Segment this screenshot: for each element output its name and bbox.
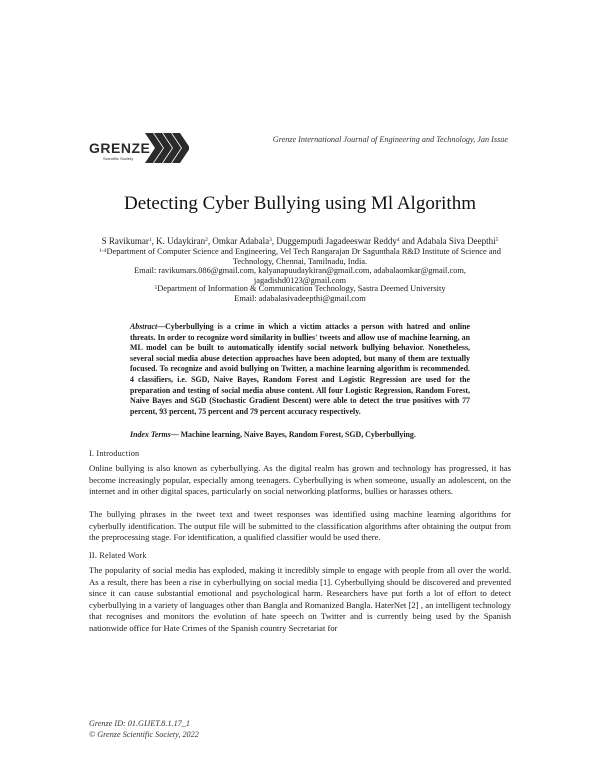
logo-text: GRENZE <box>89 140 151 156</box>
paragraph: The bullying phrases in the tweet text and tweet responses was identified using machine learning algorithms for cyberbully identification. The output file will be submitted to the classification algorithms after obtaining the output from the preprocessing stage. For identification, a qualified classifier would be used there. <box>89 509 511 543</box>
paper-title: Detecting Cyber Bullying using Ml Algorithm <box>123 193 476 214</box>
affiliation-1 <box>80 247 520 268</box>
paragraph: Online bullying is also known as cyberbullying. As the digital realm has grown and technology has progressed, it has become increasingly popular, especially among teenagers. Cyberbullying is when someone, usually an adolescent, on the internet and in other digital spaces, particularly on social networking platforms, bullies or harasses others. <box>89 463 511 497</box>
index-terms-text: — Machine learning, Naive Bayes, Random Forest, SGD, Cyberbullying. <box>170 430 416 439</box>
affiliation-sup: 1-4 <box>99 248 107 254</box>
author-sup: 3 <box>269 237 272 243</box>
copyright: © Grenze Scientific Society, 2022 <box>89 730 199 739</box>
author-name: Omkar Adabala <box>212 236 270 246</box>
logo-chevrons-icon <box>145 131 189 165</box>
email-line: jagadishd0123@gmail.com <box>253 276 347 286</box>
section-heading-related-work: II. Related Work <box>89 551 147 560</box>
index-terms <box>130 430 470 441</box>
author-sup: 2 <box>205 237 208 243</box>
grenze-id: Grenze ID: 01.GIJET.8.1.17_1 <box>89 719 190 728</box>
abstract-label: Abstract <box>130 322 158 331</box>
abstract <box>130 322 470 417</box>
author-name: S Ravikumar <box>101 236 149 246</box>
affiliation-line: Department of Computer Science and Engineering, Vel Tech Rangarajan Dr Sagunthala R&D Institute of Science and <box>106 247 501 256</box>
page-footer <box>89 718 199 740</box>
author-sup: 1 <box>148 237 152 243</box>
affiliation-2 <box>80 284 520 305</box>
paragraph: The popularity of social media has exploded, making it incredibly simple to engage with people from all over the world. As a result, there has been a rise in cyberbullying on social media [1]. Cyberbullying should be discovered and prevented since it can cause substantial emotional and psychological harm. Researchers have put forth a lot of effort to detect cyberbullying in a variety of languages other than Bangla and Romanized Bangla. HaterNet [2] , an intelligent technology that recognises and monitors the evolution of hate speech on Twitter and is currently being used by the Spanish nationwide office for Hate Crimes of the Spanish country Secretariat for <box>89 565 511 633</box>
journal-name: Grenze International Journal of Engineering and Technology, Jan Issue <box>272 135 508 144</box>
affiliation-line: Department of Information & Communication Technology, Sastra Deemed University <box>157 284 446 293</box>
affiliation-line: Technology, Chennai, Tamilnadu, India. <box>232 257 368 267</box>
author-sup: 4 <box>396 237 400 243</box>
author-name: K. Udaykiran <box>156 236 206 246</box>
grenze-logo <box>89 131 187 165</box>
index-terms-label: Index Terms <box>130 430 171 439</box>
section-heading-introduction: I. Introduction <box>89 449 140 458</box>
author-name: Adabala Siva Deepthi <box>416 236 496 246</box>
logo-subtext: Scientific Society <box>103 156 134 161</box>
author-name: Duggempudi Jagadeeswar Reddy <box>276 236 397 246</box>
email-line: Email: ravikumars.086@gmail.com, kalyanapuudaykiran@gmail.com, adabalaomkar@gmail.com, <box>134 266 466 275</box>
author-list: S Ravikumar$^1$, K. Udaykiran$^2$, Omkar Adabala$^3$, Duggempudi Jagadeeswar Reddy$^4$ and Adabala Siva Deepthi$^5$ <box>101 236 499 246</box>
author-sup: 5 <box>495 237 499 243</box>
abstract-text: —Cyberbullying is a crime in which a victim attacks a person with hatred and online threats. In order to recognize word similarity in bullies' tweets and allow use of machine learning, an ML model can be built to automatically identify social network bullying behavior. Nonetheless, several social media abuse detection approaches have been adopted, but many of them are textually focused. To recognize and avoid bullying on Twitter, a machine learning algorithm is recommended. 4 classifiers, i.e. SGD, Naive Bayes, Random Forest and Logistic Regression are used for the preparation and testing of social media abuse content. All four Logistic Regression, Random Forest, Naive Bayes and SGD (Stochastic Gradient Descent) were able to detect the true positives with 77 percent, 93 percent, 75 percent and 79 percent accuracy respectively. <box>130 322 470 416</box>
affiliation-sup: 5 <box>154 285 158 291</box>
email-line: Email: adabalasivadeepthi@gmail.com <box>234 294 366 304</box>
